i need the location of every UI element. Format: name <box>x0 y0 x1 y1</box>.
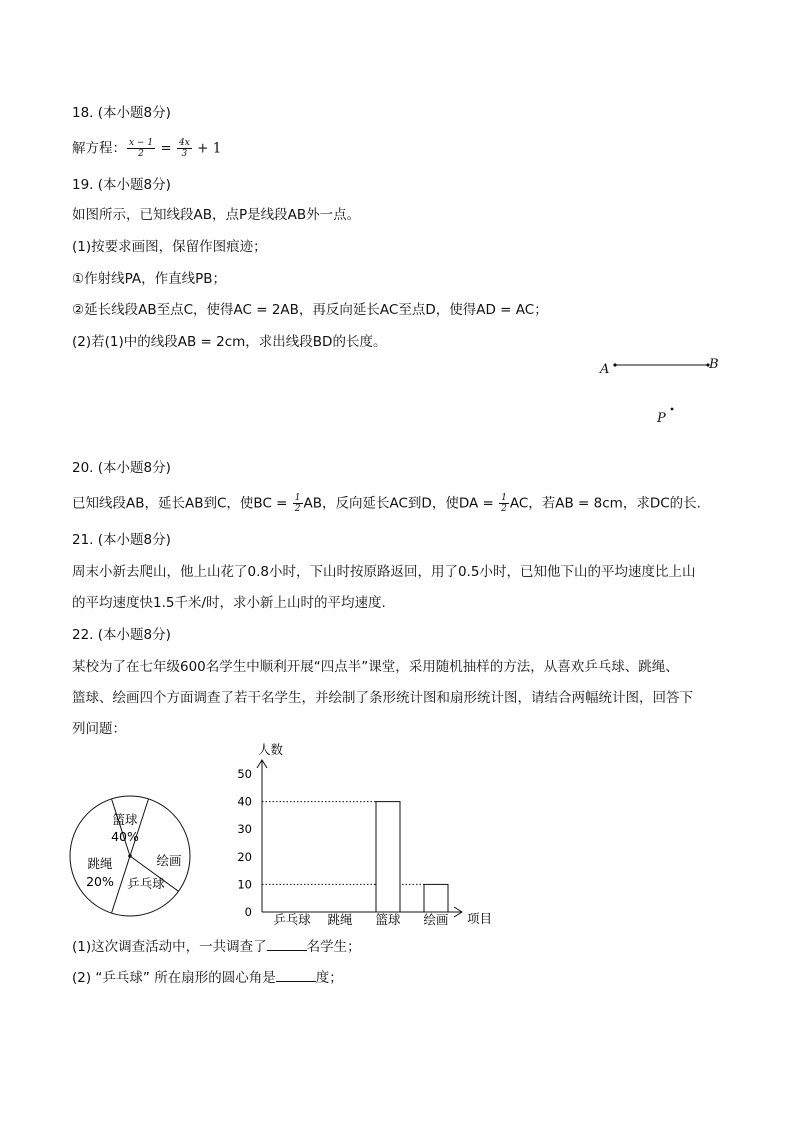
y-axis-label: 人数 <box>258 742 284 757</box>
pie-label-drawing: 绘画 <box>156 853 182 868</box>
q22-sub1: (1)这次调查活动中，一共调查了 名学生； <box>72 939 361 955</box>
y-tick-label-5: 50 <box>237 767 252 781</box>
answer-blank-2[interactable] <box>276 969 316 982</box>
x-category-label-0: 乒乓球 <box>273 912 311 927</box>
q19-text: 如图所示，已知线段AB，点P是线段AB外一点。 <box>72 207 361 223</box>
y-tick-label-2: 20 <box>237 849 252 864</box>
pie-center <box>128 854 132 858</box>
q20-fraction-2: $\frac{1}{2}$ <box>501 493 507 514</box>
pie-pct-ropeskip: 20% <box>86 874 114 889</box>
x-category-label-2: 篮球 <box>375 912 401 927</box>
pie-label-pingpong: 乒乓球 <box>127 876 165 891</box>
pie-pct-basketball: 40% <box>111 829 139 844</box>
q18-header: 18. (本小题8分) <box>72 105 171 121</box>
q20-fraction-1: $\frac{1}{2}$ <box>294 493 301 514</box>
x-category-label-1: 跳绳 <box>327 912 353 927</box>
q22-header: 22. (本小题8分) <box>72 627 171 643</box>
x-category-label-3: 绘画 <box>423 912 449 927</box>
bar-2 <box>376 802 400 912</box>
q21-line1: 周末小新去爬山，他上山花了0.8小时，下山时按原路返回，用了0.5小时，已知他下山的平均速度比上山 <box>72 564 696 580</box>
q22-line2: 篮球、绘画四个方面调查了若干名学生，并绘制了条形统计图和扇形统计图，请结合两幅统计图，回答下 <box>72 690 693 706</box>
q20-text: 已知线段AB，延长AB到C，使BC = $\frac{1}{2}$ AB，反向延长AC到D，使DA = $\frac{1}{2}$ AC，若AB = 8cm，求DC的长. <box>72 493 701 514</box>
label-p: P <box>657 411 666 426</box>
q18-lhs-fraction: $\frac{x - 1}{2}$ <box>129 138 154 159</box>
bar-3 <box>424 884 448 912</box>
q19-header: 19. (本小题8分) <box>72 177 171 193</box>
pie-chart <box>66 792 198 924</box>
q18-rhs-fraction: $\frac{4x}{3}$ <box>178 138 190 159</box>
q20-header: 20. (本小题8分) <box>72 460 171 476</box>
q21-header: 21. (本小题8分) <box>72 532 171 548</box>
q19-part2: (2)若(1)中的线段AB = 2cm，求出线段BD的长度。 <box>72 334 387 350</box>
y-tick-label-3: 30 <box>237 822 252 837</box>
y-tick-label-0: 0 <box>244 905 252 919</box>
point-p <box>671 408 674 411</box>
q22-line3: 列问题： <box>72 721 126 737</box>
q19-part1: (1)按要求画图，保留作图痕迹； <box>72 239 267 255</box>
label-b: B <box>709 357 719 372</box>
y-tick-label-4: 40 <box>237 794 252 809</box>
q21-line2: 的平均速度快1.5千米/时，求小新上山时的平均速度. <box>72 595 386 611</box>
q22-sub2: (2) “乒乓球” 所在扇形的圆心角是 度； <box>72 970 343 986</box>
pie-label-ropeskip: 跳绳 <box>87 856 113 871</box>
answer-blank-1[interactable] <box>267 938 307 951</box>
q22-line1: 某校为了在七年级600名学生中顺利开展“四点半”课堂，采用随机抽样的方法，从喜欢乒乓球、跳绳、 <box>72 659 679 675</box>
point-a <box>613 363 616 366</box>
q19-step2: ②延长线段AB至点C，使得AC = 2AB，再反向延长AC至点D，使得AD = AC； <box>72 302 548 318</box>
label-a: A <box>600 362 610 377</box>
y-tick-label-1: 10 <box>237 877 252 892</box>
bar-chart <box>220 738 510 930</box>
x-axis-label: 项目 <box>467 911 493 926</box>
q19-step1: ①作射线PA，作直线PB； <box>72 271 227 287</box>
q18-prompt: 解方程： <box>72 140 126 157</box>
q18-equation: 解方程： $\frac{x - 1}{2}$ = $\frac{4x}{3}$ + 1 <box>72 138 222 159</box>
pie-label-basketball: 篮球 <box>112 812 138 827</box>
